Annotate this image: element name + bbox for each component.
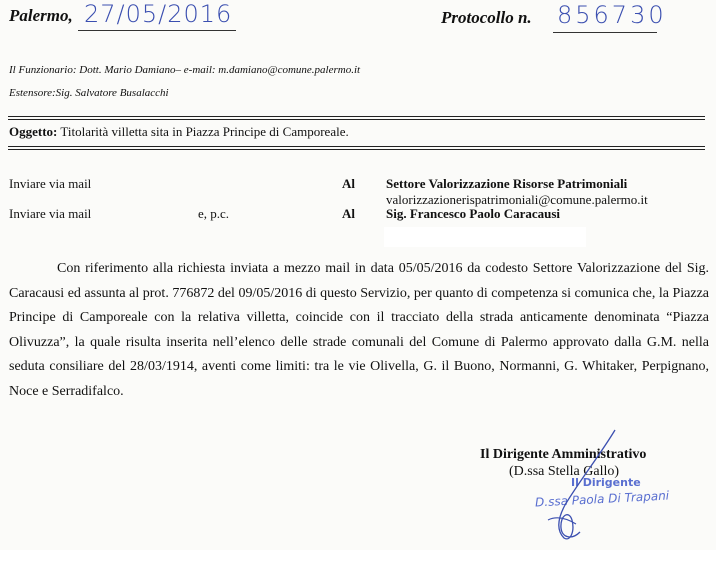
date-underline xyxy=(78,30,236,31)
funzionario-line: Il Funzionario: Dott. Mario Damiano– e-mail: m.damiano@comune.palermo.it xyxy=(9,64,361,76)
send-method: Inviare via mail xyxy=(9,176,92,191)
protocol-underline xyxy=(553,32,657,33)
recipient-to-label: Al xyxy=(342,206,355,221)
letter-body xyxy=(9,257,709,404)
send-method: Inviare via mail xyxy=(9,206,92,221)
stamp-name: D.ssa Paola Di Trapani xyxy=(534,488,670,510)
subject-rule-top xyxy=(8,116,705,117)
handwritten-date: 27/05/2016 xyxy=(84,0,233,28)
signature-title: Il Dirigente Amministrativo xyxy=(480,447,647,462)
subject-line xyxy=(9,124,349,140)
estensore-line: Estensore:Sig. Salvatore Busalacchi xyxy=(9,87,169,99)
redacted-block xyxy=(384,227,586,247)
place-label: Palermo, xyxy=(9,6,73,25)
recipient-name: Sig. Francesco Paolo Caracausi xyxy=(386,206,561,221)
cc-label: e, p.c. xyxy=(198,206,230,221)
subject-rule-top-2 xyxy=(8,119,705,120)
subject-rule-bottom-2 xyxy=(8,149,705,150)
subject-text: Titolarità villetta sita in Piazza Principe di Camporeale. xyxy=(60,124,349,139)
subject-label: Oggetto: xyxy=(9,124,58,139)
signature-name: (D.ssa Stella Gallo) xyxy=(509,464,620,479)
stamp-title: Il Dirigente xyxy=(571,476,641,489)
handwritten-signature xyxy=(520,420,640,550)
protocol-label: Protocollo n. xyxy=(441,8,532,27)
handwritten-protocol-number: 856730 xyxy=(557,1,667,29)
recipient-to-label: Al xyxy=(342,176,355,191)
recipient-name: Settore Valorizzazione Risorse Patrimoniali xyxy=(386,176,628,191)
body-paragraph: Con riferimento alla richiesta inviata a mezzo mail in data 05/05/2016 da codesto Settore Valorizzazione del Sig. Caracausi ed assunta al prot. 776872 del 09/05/2016 di questo Servizio, per quanto di competenza si comunica che, la Piazza Principe di Camporeale con la relativa villetta, coincide con il tracciato della strada anticamente denominata “Piazza Olivuzza”, la quale risulta inserita nell’elenco delle strade comunali del Comune di Palermo approvato dalla G.M. nella seduta consiliare del 28/03/1914, aventi come limiti: tra le vie Olivella, G. il Buono, Normanni, G. Whitaker, Perpignano, Noce e Serradifalco. xyxy=(9,261,709,399)
subject-rule-bottom xyxy=(8,146,705,147)
recipient-email: valorizzazionerispatrimoniali@comune.palermo.it xyxy=(386,192,648,207)
scan-margin-right xyxy=(716,0,724,562)
scan-margin-bottom xyxy=(0,550,724,562)
